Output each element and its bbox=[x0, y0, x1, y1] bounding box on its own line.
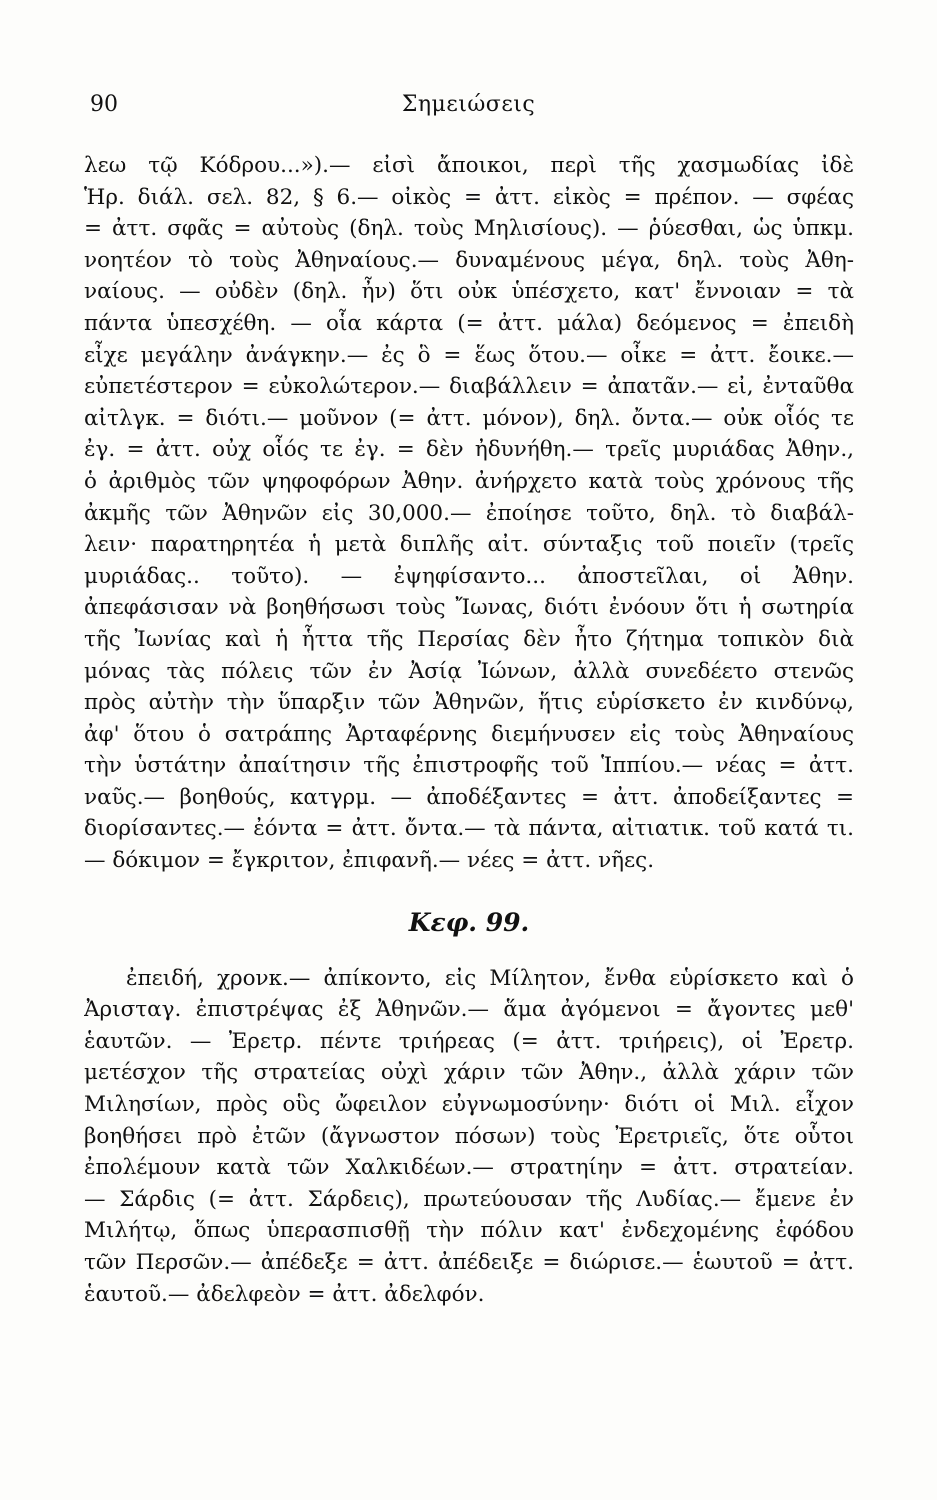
text-line: ὁ ἀριθμὸς τῶν ψηφοφόρων Ἀθην. ἀνήρχετο κατὰ τοὺς χρόνους τῆς bbox=[84, 468, 854, 494]
text-line: μυριάδας.. τοῦτο). — ἐψηφίσαντο... ἀποστεῖλαι, οἱ Ἀθην. bbox=[84, 563, 854, 589]
text-line: νοητέον τὸ τοὺς Ἀθηναίους.— δυναμένους μέγα, δηλ. τοὺς Ἀθη- bbox=[84, 247, 854, 273]
text-line: ἑαυτῶν. — Ἐρετρ. πέντε τριήρεας (= ἀττ. τριήρεις), οἱ Ἐρετρ. bbox=[84, 1028, 854, 1054]
text-line: Μιλησίων, πρὸς οὓς ὤφειλον εὐγνωμοσύνην· διότι οἱ Μιλ. εἶχον bbox=[84, 1092, 854, 1118]
text-line: Μιλήτῳ, ὅπως ὑπερασπισθῇ τὴν πόλιν κατ' ἐνδεχομένης ἐφόδου bbox=[84, 1218, 854, 1244]
text-line: πάντα ὑπεσχέθη. — οἷα κάρτα (= ἀττ. μάλα) δεόμενος = ἐπειδὴ bbox=[84, 310, 854, 336]
chapter-heading: Κεφ. 99. bbox=[408, 907, 530, 937]
text-line: — Σάρδις (= ἀττ. Σάρδεις), πρωτεύουσαν τῆς Λυδίας.— ἔμενε ἐν bbox=[84, 1186, 854, 1212]
page-header bbox=[90, 92, 847, 128]
text-line: εὐπετέστερον = εὐκολώτερον.— διαβάλλειν = ἀπατᾶν.— εἰ, ἐνταῦθα bbox=[84, 374, 854, 400]
text-line: — δόκιμον = ἔγκριτον, ἐπιφανῆ.— νέες = ἀττ. νῆες. bbox=[84, 848, 655, 874]
text-line: ἐπολέμουν κατὰ τῶν Χαλκιδέων.— στρατηίην = ἀττ. στρατείαν. bbox=[84, 1155, 854, 1181]
text-line: ἐπειδή, χρονκ.— ἀπίκοντο, εἰς Μίλητον, ἔνθα εὑρίσκετο καὶ ὁ bbox=[126, 965, 854, 991]
text-line: ἀκμῆς τῶν Ἀθηνῶν εἰς 30,000.— ἐποίησε τοῦτο, δηλ. τὸ διαβάλ- bbox=[84, 500, 854, 526]
text-line: τῆς Ἰωνίας καὶ ἡ ἧττα τῆς Περσίας δὲν ἦτο ζήτημα τοπικὸν διὰ bbox=[84, 626, 854, 652]
notes-body bbox=[84, 150, 854, 1310]
text-line: ναῦς.— βοηθούς, κατγρμ. — ἀποδέξαντες = ἀττ. ἀποδείξαντες = bbox=[84, 784, 854, 810]
text-line: λεω τῷ Κόδρου...»).— εἰσὶ ἄποικοι, περὶ τῆς χασμωδίας ἰδὲ bbox=[84, 153, 854, 178]
text-line: μετέσχον τῆς στρατείας οὐχὶ χάριν τῶν Ἀθην., ἀλλὰ χάριν τῶν bbox=[84, 1060, 854, 1086]
text-line: Ἡρ. διάλ. σελ. 82, § 6.— οἰκὸς = ἀττ. εἰκὸς = πρέπον. — σφέας bbox=[84, 184, 854, 210]
text-line: ἀφ' ὅτου ὁ σατράπης Ἀρταφέρνης διεμήνυσεν εἰς τοὺς Ἀθηναίους bbox=[84, 721, 854, 747]
running-head: Σημειώσεις bbox=[401, 92, 536, 117]
text-line: βοηθήσει πρὸ ἐτῶν (ἄγνωστον πόσων) τοὺς Ἐρετριεῖς, ὅτε οὗτοι bbox=[84, 1123, 854, 1149]
text-line: λειν· παρατηρητέα ἡ μετὰ διπλῆς αἰτ. σύνταξις τοῦ ποιεῖν (τρεῖς bbox=[84, 532, 854, 558]
text-line: τῶν Περσῶν.— ἀπέδεξε = ἀττ. ἀπέδειξε = διώρισε.— ἑωυτοῦ = ἀττ. bbox=[84, 1250, 854, 1275]
text-line: = ἀττ. σφᾶς = αὐτοὺς (δηλ. τοὺς Μηλισίους). — ῥύεσθαι, ὡς ὑπκμ. bbox=[84, 216, 854, 242]
page-number: 90 bbox=[90, 92, 118, 117]
text-line: ἐγ. = ἀττ. οὐχ οἷός τε ἐγ. = δὲν ἠδυνήθη.— τρεῖς μυριάδας Ἀθην., bbox=[84, 437, 854, 463]
text-line: μόνας τὰς πόλεις τῶν ἐν Ἀσίᾳ Ἰώνων, ἀλλὰ συνεδέετο στενῶς bbox=[84, 658, 854, 684]
text-line: ἀπεφάσισαν νὰ βοηθήσωσι τοὺς Ἴωνας, διότι ἐνόουν ὅτι ἡ σωτηρία bbox=[84, 595, 854, 621]
text-line: ἑαυτοῦ.— ἀδελφεὸν = ἀττ. ἀδελφόν. bbox=[84, 1281, 485, 1307]
text-line: διορίσαντες.— ἐόντα = ἀττ. ὄντα.— τὰ πάντα, αἰτιατικ. τοῦ κατά τι. bbox=[84, 816, 854, 842]
text-line: πρὸς αὐτὴν τὴν ὕπαρξιν τῶν Ἀθηνῶν, ἥτις εὑρίσκετο ἐν κινδύνῳ, bbox=[84, 690, 854, 716]
text-line: Ἀρισταγ. ἐπιστρέψας ἐξ Ἀθηνῶν.— ἅμα ἀγόμενοι = ἄγοντες μεθ' bbox=[84, 997, 854, 1023]
text-line: εἶχε μεγάλην ἀνάγκην.— ἐς ὃ = ἕως ὅτου.— οἶκε = ἀττ. ἔοικε.— bbox=[84, 342, 854, 368]
text-line: αἰτλγκ. = διότι.— μοῦνον (= ἀττ. μόνον), δηλ. ὄντα.— οὐκ οἷός τε bbox=[84, 405, 854, 431]
text-line: τὴν ὑστάτην ἀπαίτησιν τῆς ἐπιστροφῆς τοῦ Ἱππίου.— νέας = ἀττ. bbox=[84, 753, 854, 779]
text-line: ναίους. — οὐδὲν (δηλ. ἦν) ὅτι οὐκ ὑπέσχετο, κατ' ἔννοιαν = τὰ bbox=[84, 279, 854, 305]
